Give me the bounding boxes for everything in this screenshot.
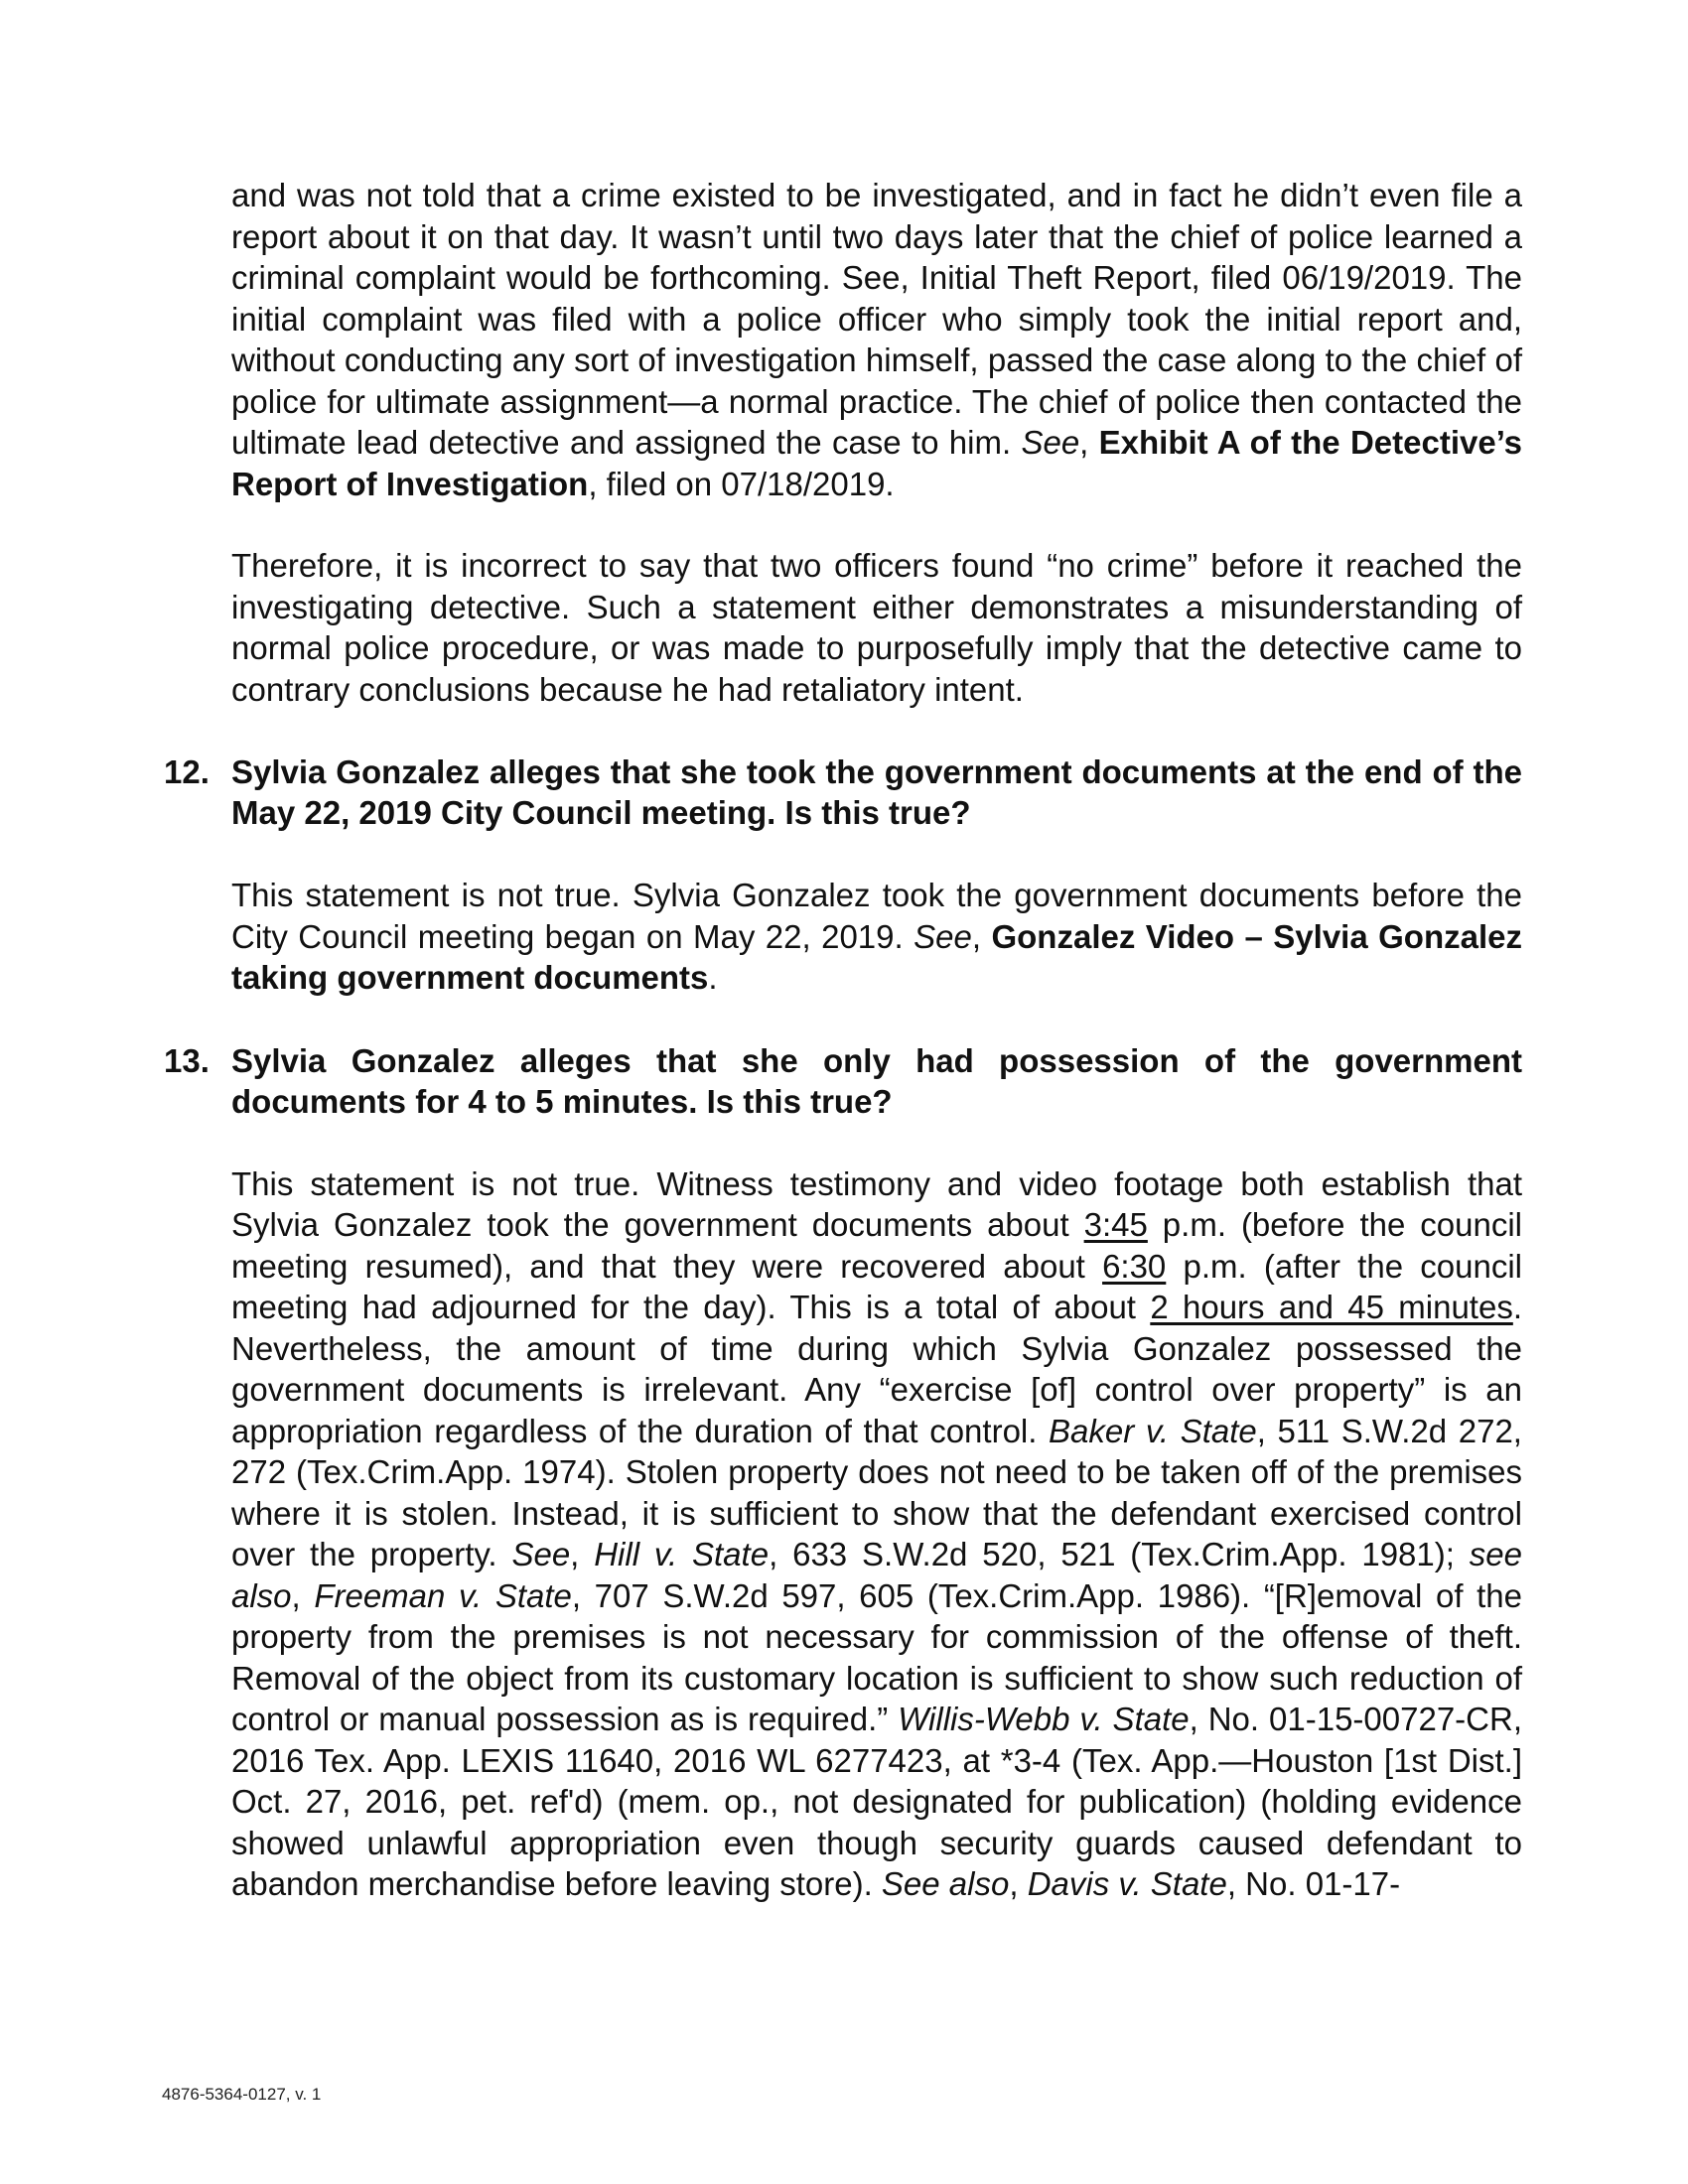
case-citation: Freeman v. State xyxy=(314,1576,572,1614)
question-text: Sylvia Gonzalez alleges that she only had possession of the government documents for 4 to 5 minutes. Is this true? xyxy=(231,1041,1522,1120)
paragraph-text: , 633 S.W.2d 520, 521 (Tex.Crim.App. 1981); xyxy=(769,1536,1470,1572)
question-text: Sylvia Gonzalez alleges that she took the government documents at the end of the May 22, 2019 City Council meeting. Is this true? xyxy=(231,753,1522,831)
underlined-time: 6:30 xyxy=(1102,1247,1167,1285)
paragraph-text: , 707 S.W.2d 597, 605 (Tex.Crim.App. 1986). “[R]emoval of the property from the premises is not necessary for commission of the offense of theft. Removal of the object from its customary location is sufficient to show such reduction of control or manual possession as is required.” xyxy=(231,1576,1522,1737)
paragraph-text: . xyxy=(708,959,718,996)
case-citation: Hill v. State xyxy=(594,1536,770,1572)
paragraph-spacer xyxy=(231,1122,1522,1163)
document-footer-id: 4876-5364-0127, v. 1 xyxy=(162,2085,322,2104)
paragraph-text: , xyxy=(291,1576,315,1614)
paragraph-text: , 511 S.W.2d 272, 272 (Tex.Crim.App. 1974). Stolen property does not need to be taken off of the premises where it is stolen. Instead, it is sufficient to show that the defendant exercised control over the property. xyxy=(231,1412,1522,1572)
question-13 xyxy=(164,1040,1522,1122)
paragraph-text: , xyxy=(1079,424,1099,461)
paragraph-text: , xyxy=(570,1536,595,1572)
paragraph-spacer xyxy=(231,710,1522,751)
paragraph-text: , filed on 07/18/2019. xyxy=(588,465,895,502)
paragraph-spacer xyxy=(231,999,1522,1040)
citation-signal: See also xyxy=(881,1865,1010,1902)
question-number: 12. xyxy=(164,753,210,790)
answer-12 xyxy=(231,875,1522,999)
paragraph-text: , No. 01-17- xyxy=(1226,1865,1401,1902)
paragraph-text: , xyxy=(1009,1865,1028,1902)
paragraph-text: This statement is not true. Witness testimony and video footage both establish that Sylvia Gonzalez took the government documents about xyxy=(231,1164,1522,1243)
underlined-duration: 2 hours and 45 minutes xyxy=(1150,1289,1513,1325)
paragraph-text: , No. 01-15-00727-CR, 2016 Tex. App. LEXIS 11640, 2016 WL 6277423, at *3-4 (Tex. App.—Houston [1st Dist.] Oct. 27, 2016, pet. ref'd) (mem. op., not designated for publication) (holding evidence showed unlawful appropriation even though security guards caused defendant to abandon merchandise before leaving store). xyxy=(231,1701,1522,1902)
case-citation: Baker v. State xyxy=(1049,1412,1257,1449)
citation-signal: See xyxy=(1021,424,1080,461)
citation-signal: see also xyxy=(231,1536,1523,1614)
citation-signal: See xyxy=(914,917,972,955)
page-body xyxy=(164,175,1523,1905)
paragraph-text: and was not told that a crime existed to be investigated, and in fact he didn’t even file a report about it on that day. It wasn’t until two days later that the chief of police learned a criminal complaint would be forthcoming. See, Initial Theft Report, filed 06/19/2019. The initial complaint was filed with a police officer who simply took the initial report and, without conducting any sort of investigation himself, passed the case along to the chief of police for ultimate assignment—a normal practice. The chief of police then contacted the ultimate lead detective and assigned the case to him. xyxy=(231,177,1522,461)
citation-signal: See xyxy=(511,1536,571,1572)
paragraph-investigation-history xyxy=(231,175,1522,504)
paragraph-text: . Nevertheless, the amount of time during which Sylvia Gonzalez possessed the government documents is irrelevant. Any “exercise [of] control over property” is an appropriation regardless of the duration of that control. xyxy=(231,1289,1522,1449)
underlined-time: 3:45 xyxy=(1083,1206,1148,1243)
question-number: 13. xyxy=(164,1041,210,1079)
paragraph-text: p.m. (before the council meeting resumed), and that they were recovered about xyxy=(231,1206,1522,1285)
case-citation: Willis-Webb v. State xyxy=(898,1701,1190,1737)
paragraph-text: This statement is not true. Sylvia Gonzalez took the government documents before the City Council meeting began on May 22, 2019. xyxy=(231,877,1522,955)
paragraph-spacer xyxy=(231,833,1522,875)
paragraph-spacer xyxy=(231,504,1522,545)
exhibit-reference: Gonzalez Video – Sylvia Gonzalez taking government documents xyxy=(231,917,1523,996)
question-12 xyxy=(164,751,1522,833)
paragraph-conclusion: Therefore, it is incorrect to say that two officers found “no crime” before it reached the investigating detective. Such a statement either demonstrates a misunderstanding of normal police procedure, or was made to purposefully imply that the detective came to contrary conclusions because he had retaliatory intent. xyxy=(231,547,1522,708)
exhibit-reference: Exhibit A of the Detective’s Report of Investigation xyxy=(231,424,1522,502)
paragraph-text: , xyxy=(971,917,992,955)
case-citation: Davis v. State xyxy=(1027,1865,1227,1902)
paragraph-text: p.m. (after the council meeting had adjourned for the day). This is a total of about xyxy=(231,1247,1522,1325)
answer-13 xyxy=(231,1163,1522,1905)
